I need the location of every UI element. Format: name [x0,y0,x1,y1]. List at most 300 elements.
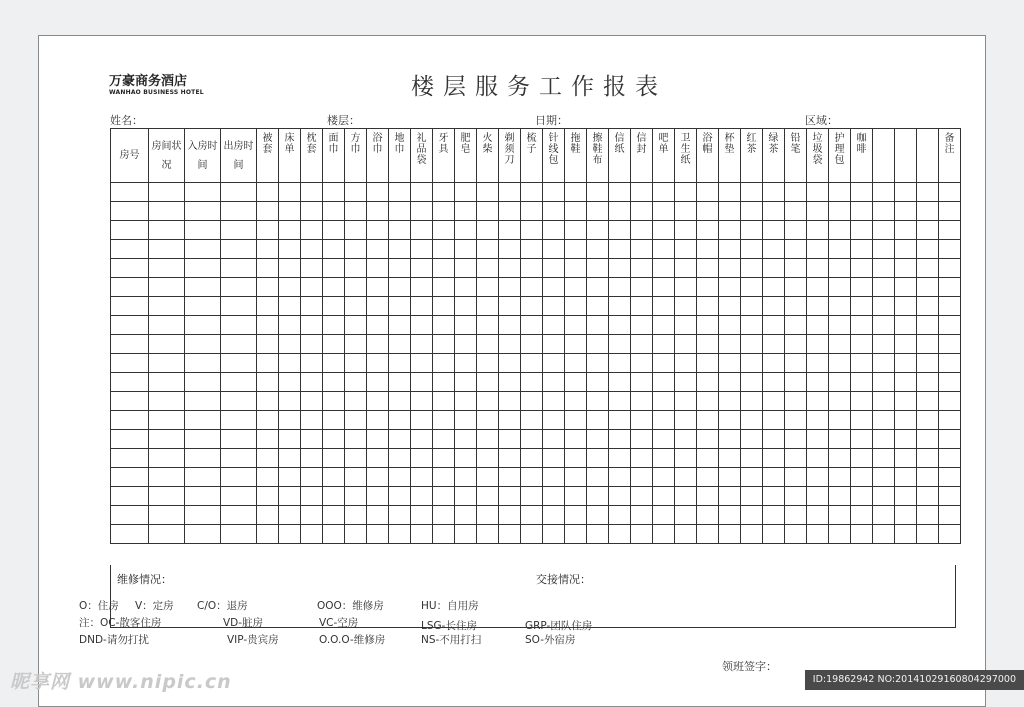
grid-cell [587,449,609,468]
grid-cell [631,392,653,411]
grid-cell [873,411,895,430]
grid-cell [917,316,939,335]
grid-cell [257,449,279,468]
grid-cell [111,316,149,335]
column-header [697,129,719,183]
grid-cell [675,468,697,487]
column-header [939,129,961,183]
grid-cell [301,411,323,430]
column-header [587,129,609,183]
column-header [719,129,741,183]
grid-cell [477,278,499,297]
grid-cell [609,278,631,297]
grid-cell [111,278,149,297]
grid-cell [111,221,149,240]
grid-cell [323,297,345,316]
grid-cell [675,221,697,240]
grid-cell [741,202,763,221]
grid-cell [323,354,345,373]
grid-cell [323,525,345,544]
grid-cell [785,240,807,259]
grid-cell [565,525,587,544]
grid-cell [185,373,221,392]
grid-cell [895,373,917,392]
grid-cell [185,392,221,411]
grid-cell [939,183,961,202]
grid-cell [675,202,697,221]
grid-cell [345,392,367,411]
grid-cell [763,354,785,373]
grid-cell [279,525,301,544]
grid-cell [609,240,631,259]
grid-cell [411,259,433,278]
grid-cell [917,525,939,544]
table-row [111,430,961,449]
grid-cell [719,297,741,316]
grid-cell [345,411,367,430]
grid-cell [939,487,961,506]
column-header [631,129,653,183]
grid-cell [895,240,917,259]
grid-cell [279,373,301,392]
grid-cell [301,221,323,240]
column-header [609,129,631,183]
grid-cell [521,468,543,487]
grid-cell [631,259,653,278]
grid-cell [301,240,323,259]
column-header [345,129,367,183]
grid-cell [917,297,939,316]
grid-cell [367,278,389,297]
grid-cell [185,449,221,468]
grid-cell [411,411,433,430]
grid-cell [543,316,565,335]
grid-cell [279,202,301,221]
grid-cell [149,525,185,544]
grid-cell [389,202,411,221]
grid-cell [521,430,543,449]
grid-cell [851,525,873,544]
column-header [389,129,411,183]
floor-field-label: 楼层： [327,114,360,127]
grid-cell [257,240,279,259]
grid-cell [829,525,851,544]
grid-cell [543,430,565,449]
legend-item: O.O.O-维修房 [319,634,386,646]
grid-cell [763,240,785,259]
grid-cell [149,221,185,240]
grid-cell [301,278,323,297]
grid-cell [609,373,631,392]
grid-cell [587,411,609,430]
grid-cell [543,297,565,316]
grid-cell [499,411,521,430]
grid-cell [719,202,741,221]
grid-cell [873,259,895,278]
grid-cell [587,506,609,525]
grid-cell [741,373,763,392]
grid-cell [149,259,185,278]
grid-cell [587,278,609,297]
grid-cell [345,506,367,525]
handover-notes-label: 交接情况： [536,573,591,586]
column-header-label: 出房时间 [223,140,254,171]
grid-cell [149,487,185,506]
grid-cell [763,202,785,221]
grid-cell [939,202,961,221]
grid-cell [411,392,433,411]
grid-cell [221,221,257,240]
grid-cell [873,335,895,354]
grid-cell [873,487,895,506]
grid-cell [807,354,829,373]
grid-cell [345,468,367,487]
column-header [565,129,587,183]
grid-cell [719,392,741,411]
grid-cell [367,297,389,316]
grid-cell [939,240,961,259]
grid-cell [221,392,257,411]
grid-cell [279,392,301,411]
grid-cell [939,259,961,278]
grid-cell [807,202,829,221]
grid-cell [345,354,367,373]
grid-cell [367,335,389,354]
column-header-label: 红茶 [746,133,757,155]
grid-cell [221,335,257,354]
grid-cell [653,354,675,373]
grid-cell [697,240,719,259]
grid-cell [279,240,301,259]
grid-cell [367,316,389,335]
grid-cell [477,411,499,430]
grid-cell [455,525,477,544]
grid-cell [807,373,829,392]
grid-cell [411,316,433,335]
grid-cell [719,221,741,240]
grid-cell [301,449,323,468]
grid-cell [785,373,807,392]
legend-item: VIP-贵宾房 [227,634,279,646]
grid-cell [185,411,221,430]
grid-cell [785,506,807,525]
grid-cell [111,487,149,506]
grid-cell [411,297,433,316]
grid-cell [411,221,433,240]
column-header [455,129,477,183]
grid-cell [653,259,675,278]
grid-cell [111,430,149,449]
grid-cell [873,430,895,449]
grid-cell [741,392,763,411]
grid-cell [675,335,697,354]
grid-cell [851,392,873,411]
grid-cell [111,202,149,221]
grid-cell [851,449,873,468]
grid-cell [411,487,433,506]
grid-cell [499,183,521,202]
grid-cell [301,506,323,525]
table-row [111,487,961,506]
grid-cell [323,506,345,525]
grid-cell [367,221,389,240]
grid-cell [521,335,543,354]
legend-item: DND-请勿打扰 [79,634,149,646]
grid-cell [279,430,301,449]
grid-cell [455,392,477,411]
column-header-label: 信封 [636,133,647,155]
column-header-label: 咖啡 [856,133,867,155]
grid-cell [543,259,565,278]
legend-item: HU：自用房 [421,600,479,612]
grid-cell [543,449,565,468]
grid-cell [609,354,631,373]
grid-cell [895,487,917,506]
repair-notes-label: 维修情况： [117,573,172,586]
grid-cell [433,221,455,240]
grid-cell [149,316,185,335]
grid-cell [895,392,917,411]
grid-cell [763,335,785,354]
grid-cell [367,449,389,468]
table-row [111,259,961,278]
grid-cell [829,297,851,316]
grid-cell [873,183,895,202]
grid-cell [301,468,323,487]
grid-cell [741,487,763,506]
grid-cell [149,354,185,373]
grid-cell [763,525,785,544]
grid-cell [367,525,389,544]
grid-cell [697,468,719,487]
grid-cell [851,297,873,316]
legend-item: O：住房 [79,600,119,612]
grid-cell [653,297,675,316]
grid-cell [411,506,433,525]
grid-cell [763,468,785,487]
grid-cell [521,259,543,278]
column-header-label: 牙具 [438,133,449,155]
grid-cell [389,525,411,544]
grid-cell [675,411,697,430]
grid-cell [609,335,631,354]
grid-cell [763,183,785,202]
grid-cell [221,316,257,335]
grid-cell [939,221,961,240]
grid-cell [367,183,389,202]
grid-cell [499,221,521,240]
grid-cell [829,221,851,240]
column-header-label: 护理包 [834,133,845,166]
grid-cell [185,183,221,202]
column-header [279,129,301,183]
grid-cell [741,411,763,430]
grid-cell [807,335,829,354]
column-header-label: 礼品袋 [416,133,427,166]
grid-cell [543,392,565,411]
grid-cell [345,449,367,468]
grid-cell [389,392,411,411]
grid-cell [675,373,697,392]
grid-cell [411,525,433,544]
grid-cell [675,316,697,335]
grid-cell [433,392,455,411]
grid-cell [917,335,939,354]
grid-cell [873,373,895,392]
grid-cell [719,525,741,544]
grid-cell [257,506,279,525]
grid-cell [895,297,917,316]
grid-cell [455,506,477,525]
column-header [477,129,499,183]
grid-cell [609,316,631,335]
grid-cell [829,202,851,221]
grid-cell [521,316,543,335]
grid-cell [455,316,477,335]
grid-cell [499,373,521,392]
column-header-label: 面巾 [328,133,339,155]
grid-cell [411,278,433,297]
grid-cell [367,468,389,487]
grid-cell [411,430,433,449]
grid-cell [631,278,653,297]
grid-cell [719,449,741,468]
grid-cell [185,525,221,544]
grid-cell [389,259,411,278]
grid-cell [433,354,455,373]
grid-cell [185,278,221,297]
grid-cell [111,354,149,373]
grid-cell [257,183,279,202]
grid-cell [807,278,829,297]
column-header-label: 梳子 [526,133,537,155]
grid-cell [653,183,675,202]
grid-cell [873,297,895,316]
column-header [301,129,323,183]
grid-cell [939,449,961,468]
grid-cell [675,430,697,449]
grid-cell [587,354,609,373]
column-header-label: 针线包 [548,133,559,166]
grid-cell [631,221,653,240]
grid-cell [499,430,521,449]
grid-cell [345,335,367,354]
grid-cell [829,183,851,202]
column-header-label: 房号 [119,150,140,161]
grid-cell [851,240,873,259]
grid-cell [675,240,697,259]
column-header-label: 备注 [944,133,955,155]
grid-cell [301,316,323,335]
column-header-label: 擦鞋布 [592,133,603,166]
grid-cell [785,468,807,487]
grid-cell [279,487,301,506]
grid-cell [257,259,279,278]
column-header [851,129,873,183]
grid-cell [719,335,741,354]
grid-cell [301,202,323,221]
grid-cell [873,316,895,335]
grid-cell [631,506,653,525]
legend-item: SO-外宿房 [525,634,576,646]
grid-cell [873,221,895,240]
grid-cell [257,525,279,544]
grid-cell [543,468,565,487]
grid-cell [323,373,345,392]
grid-cell [917,468,939,487]
grid-cell [807,392,829,411]
grid-cell [455,202,477,221]
grid-cell [741,354,763,373]
grid-cell [873,449,895,468]
grid-cell [807,506,829,525]
grid-cell [345,278,367,297]
grid-cell [851,373,873,392]
grid-cell [499,316,521,335]
grid-cell [587,430,609,449]
grid-cell [829,354,851,373]
grid-cell [221,259,257,278]
leader-signature-label: 领班签字： [722,660,777,673]
column-header [543,129,565,183]
grid-cell [345,430,367,449]
grid-cell [939,335,961,354]
grid-cell [477,525,499,544]
grid-cell [367,487,389,506]
grid-cell [697,373,719,392]
grid-cell [221,525,257,544]
grid-cell [455,487,477,506]
grid-cell [587,468,609,487]
grid-cell [807,240,829,259]
grid-cell [807,411,829,430]
grid-cell [389,411,411,430]
grid-cell [543,487,565,506]
grid-cell [433,183,455,202]
grid-cell [697,183,719,202]
grid-cell [741,221,763,240]
grid-cell [367,259,389,278]
grid-cell [895,335,917,354]
grid-cell [829,392,851,411]
grid-cell [653,335,675,354]
grid-cell [829,278,851,297]
grid-cell [389,183,411,202]
grid-cell [477,506,499,525]
grid-cell [609,449,631,468]
grid-cell [741,335,763,354]
legend-item: 注：OC-散客住房 [79,617,162,629]
grid-cell [185,506,221,525]
name-field-label: 姓名： [110,114,143,127]
grid-cell [499,468,521,487]
grid-cell [521,506,543,525]
grid-cell [807,221,829,240]
grid-cell [411,373,433,392]
grid-cell [455,259,477,278]
grid-cell [433,449,455,468]
grid-cell [763,316,785,335]
column-header [433,129,455,183]
grid-cell [675,525,697,544]
grid-cell [389,354,411,373]
grid-cell [785,430,807,449]
grid-cell [345,525,367,544]
grid-cell [785,297,807,316]
grid-cell [301,525,323,544]
grid-cell [653,468,675,487]
grid-cell [301,354,323,373]
